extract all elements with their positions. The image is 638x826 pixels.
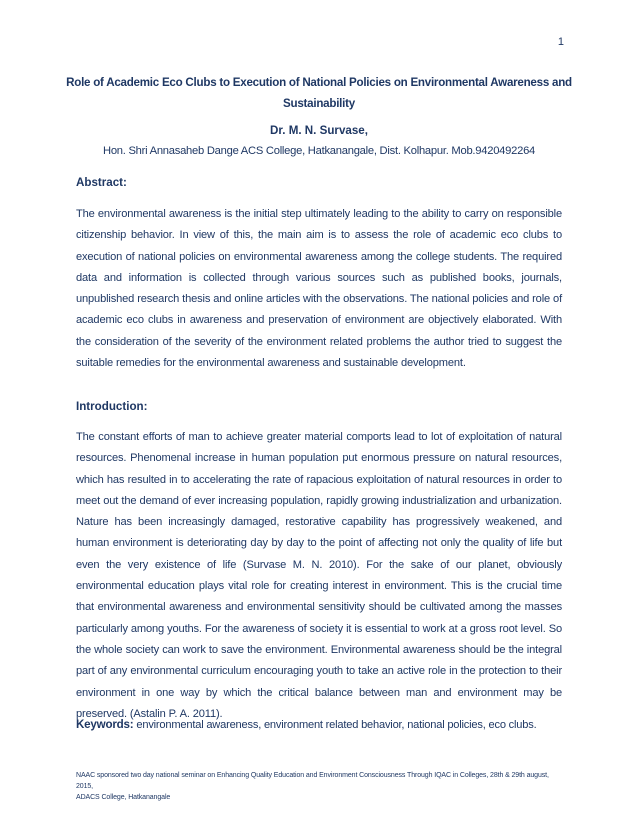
footer-line-2: ADACS College, Hatkanangale	[76, 794, 171, 801]
paper-title: Role of Academic Eco Clubs to Execution of National Policies on Environmental Awareness and Sustainability	[66, 76, 572, 110]
introduction-text: The constant efforts of man to achieve greater material comports lead to lot of exploitation of natural resources. Phenomenal increase in human population put enormous pressure on natural resources, which has resulted in to accelerating the rate of rapacious exploitation of natural resources in order to meet out the demand of ever increasing population, rapidly growing industrialization and urbanization. Nature has been increasingly damaged, restorative capability has progressively weakened, and human environment is deteriorating day by day to the point of affecting not only the quality of life but even the very existence of life (Survase M. N. 2010). For the sake of our planet, obviously environmental education plays vital role for creating interest in environment. This is the crucial time that environmental awareness and environmental sensitivity should be cultivated among the masses particularly among youths. For the awareness of society it is essential to work at a gross root level. So the whole society can work to save the environment. Environmental awareness should be the integral part of any environmental curriculum encouraging youth to take an active role in the protection to their environment in one way by which the critical balance between man and environment may be preserved. (Astalin P. A. 2011).	[76, 431, 562, 720]
introduction-heading: Introduction:	[76, 400, 148, 413]
footer-line-1: NAAC sponsored two day national seminar on Enhancing Quality Education and Environment Consciousness Through IQAC in Colleges, 28th & 29th august, 2015,	[76, 772, 549, 790]
keywords-line	[76, 718, 562, 731]
abstract-text: The environmental awareness is the initial step ultimately leading to the ability to carry on responsible citizenship behavior. In view of this, the main aim is to assess the role of academic eco clubs to execution of national policies on environmental awareness among the college students. The required data and information is collected through various sources such as published books, journals, unpublished research thesis and online articles with the observations. The national policies and role of academic eco clubs in awareness and preservation of environment are objectively elaborated. With the consideration of the severity of the environment related problems the author tried to suggest the suitable remedies for the environmental awareness and sustainable development.	[76, 208, 562, 370]
keywords-text: environmental awareness, environment related behavior, national policies, eco clubs.	[136, 719, 537, 731]
page-footer	[76, 770, 566, 803]
keywords-label: Keywords:	[76, 718, 134, 731]
author-name: Dr. M. N. Survase,	[270, 124, 368, 137]
page-number: 1	[557, 36, 564, 48]
author-affiliation: Hon. Shri Annasaheb Dange ACS College, Hatkanangale, Dist. Kolhapur. Mob.9420492264	[102, 145, 536, 157]
abstract-heading: Abstract:	[76, 176, 127, 189]
